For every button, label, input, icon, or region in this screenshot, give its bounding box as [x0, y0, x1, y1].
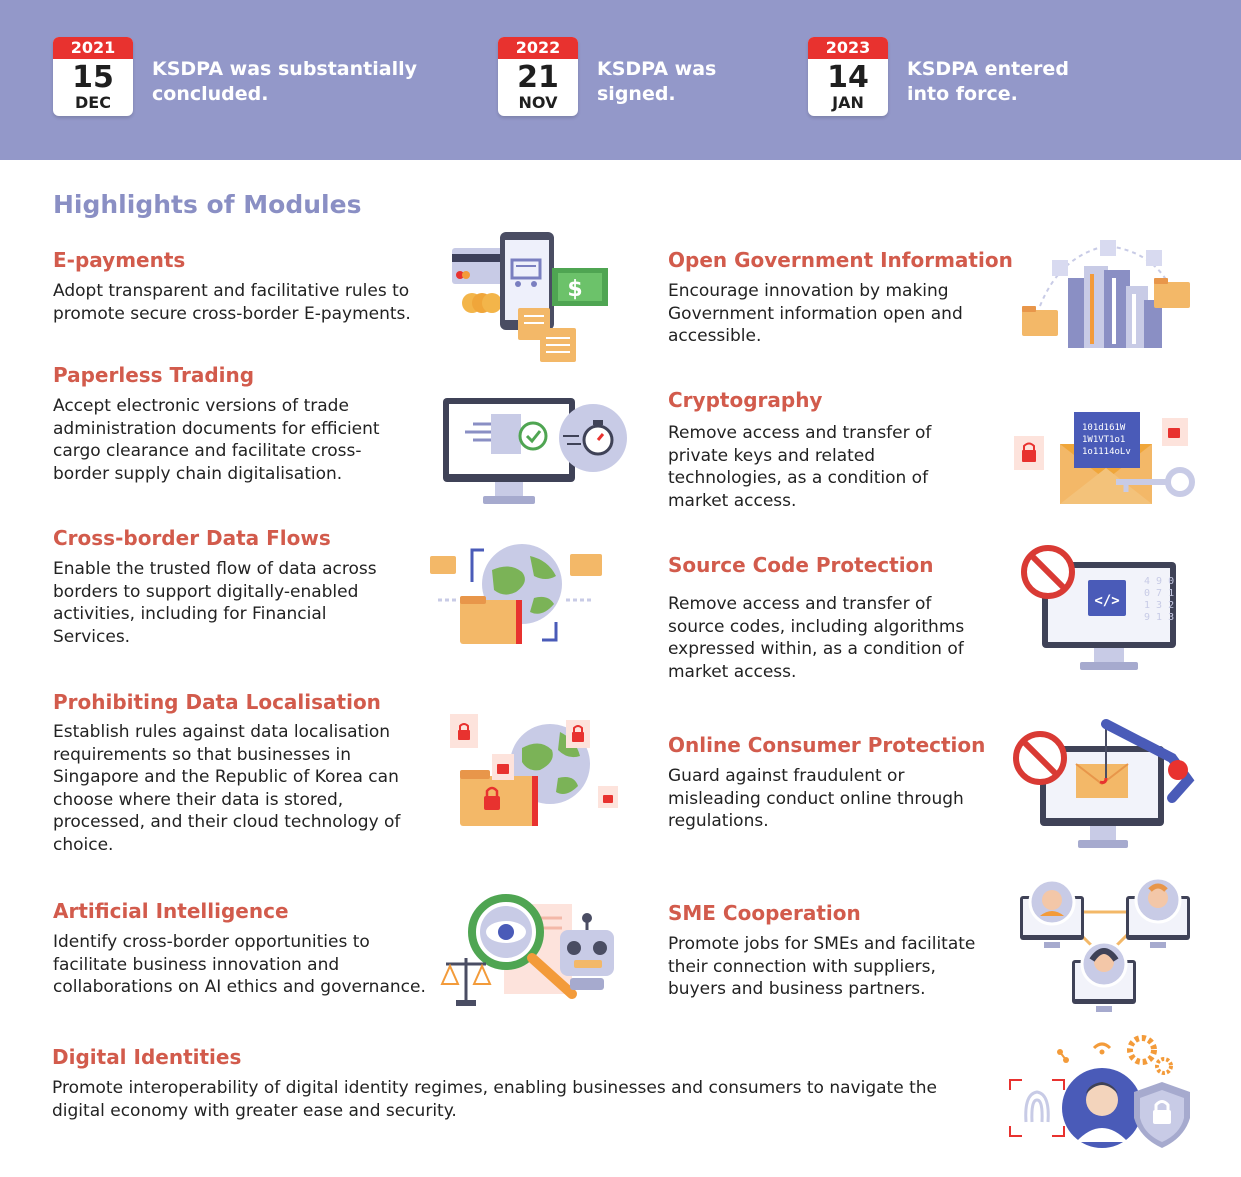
e-payment-icon: [450, 228, 610, 366]
calendar-day: 15: [72, 60, 114, 95]
module-paperless-trading: [53, 363, 413, 485]
module-title: Cryptography: [668, 388, 823, 412]
globe-data-flow-icon: [430, 542, 606, 648]
module-title: Digital Identities: [52, 1045, 242, 1069]
calendar-month: DEC: [75, 93, 111, 112]
milestones-banner: [0, 0, 1241, 160]
cipher-line-3: 1o1114oLv: [1082, 447, 1131, 457]
module-title: Online Consumer Protection: [668, 733, 986, 757]
module-data-localisation: [53, 690, 403, 856]
module-title: Open Government Information: [668, 248, 1013, 272]
module-description: Promote interoperability of digital identity regimes, enabling businesses and consumers to navigate the digital economy with greater ease and security.: [52, 1078, 937, 1121]
dollar-glyph: $: [567, 277, 583, 302]
module-description: Adopt transparent and facilitative rules to promote secure cross-border E-payments.: [53, 281, 411, 324]
module-description: Establish rules against data localisation requirements so that businesses in Singapore and the Republic of Korea can choose where their data is stored, processed, and their cloud technology of choice.: [53, 722, 401, 855]
module-title: Source Code Protection: [668, 553, 934, 577]
calendar-day: 21: [517, 60, 559, 95]
section-title: Highlights of Modules: [53, 190, 362, 219]
module-cryptography: [668, 388, 958, 512]
module-epayments: [53, 248, 423, 325]
milestone-text: KSDPA entered into force.: [907, 58, 1069, 105]
module-title: Prohibiting Data Localisation: [53, 690, 381, 714]
module-artificial-intelligence: [53, 899, 433, 999]
calendar-year: 2021: [53, 37, 133, 59]
module-title: Paperless Trading: [53, 363, 255, 387]
module-title: Cross-border Data Flows: [53, 526, 331, 550]
cipher-line-2: 1W1VT1o1: [1082, 435, 1126, 445]
calendar-year: 2022: [498, 37, 578, 59]
code-digits-1: 4 9 0: [1144, 576, 1175, 587]
milestone-text: KSDPA was substantially concluded.: [152, 58, 417, 105]
paperless-monitor-icon: [443, 396, 629, 508]
module-description: Identify cross-border opportunities to facilitate business innovation and collaborations on AI ethics and governance.: [53, 932, 426, 997]
module-open-government: [668, 248, 1013, 348]
locked-data-globe-icon: [448, 712, 620, 828]
module-title: SME Cooperation: [668, 901, 861, 925]
module-description: Remove access and transfer of source codes, including algorithms expressed within, as a condition of market access.: [668, 594, 965, 682]
module-description: Encourage innovation by making Government information open and accessible.: [668, 281, 963, 346]
digital-identity-icon: [1004, 1030, 1196, 1152]
code-digits-3: 1 3 2: [1144, 600, 1175, 611]
module-source-code: [668, 553, 988, 683]
code-glyph: </>: [1094, 593, 1120, 609]
calendar-2022: [498, 37, 578, 116]
module-description: Guard against fraudulent or misleading conduct online through regulations.: [668, 766, 964, 831]
calendar-2023: [808, 37, 888, 116]
module-description: Enable the trusted flow of data across borders to support digitally-enabled activities, including for Financial Services.: [53, 559, 377, 647]
code-digits-2: 0 7 1: [1144, 588, 1175, 599]
module-description: Promote jobs for SMEs and facilitate their connection with suppliers, buyers and business partners.: [668, 934, 976, 999]
phishing-protection-icon: [1012, 718, 1196, 852]
module-data-flows: [53, 526, 398, 648]
encrypted-mail-key-icon: [1012, 408, 1198, 508]
module-title: Artificial Intelligence: [53, 899, 289, 923]
milestone-text: KSDPA was signed.: [597, 58, 717, 105]
calendar-month: NOV: [518, 93, 558, 112]
calendar-2021: [53, 37, 133, 116]
module-description: Remove access and transfer of private keys and related technologies, as a condition of market access.: [668, 423, 932, 511]
module-title: E-payments: [53, 248, 186, 272]
ai-robot-icon: [440, 890, 630, 1008]
module-digital-identities: [52, 1045, 982, 1122]
sme-network-icon: [1018, 876, 1192, 1014]
module-consumer-protection: [668, 733, 986, 833]
code-digits-4: 9 1 3: [1144, 612, 1175, 623]
calendar-month: JAN: [832, 93, 864, 112]
cipher-line-1: 101d161W: [1082, 423, 1126, 433]
calendar-year: 2023: [808, 37, 888, 59]
government-buildings-icon: [1020, 236, 1192, 350]
source-code-monitor-icon: [1020, 544, 1178, 674]
module-sme-cooperation: [668, 901, 983, 1001]
calendar-day: 14: [827, 60, 869, 95]
module-description: Accept electronic versions of trade administration documents for efficient cargo clearance and facilitate cross-border supply chain digitalisation.: [53, 396, 380, 484]
